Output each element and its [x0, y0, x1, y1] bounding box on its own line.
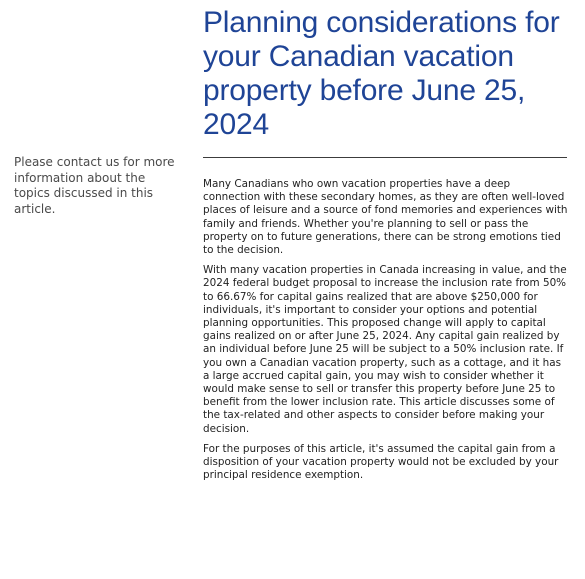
article-paragraph: Many Canadians who own vacation properties have a deep connection with these secondary homes, as they are often well-loved places of leisure and a source of fond memories and experiences with family and friends. Whether you're planning to sell or pass the property on to future generations, there can be strong emotions tied to the decision.: [203, 178, 568, 257]
article-paragraph: With many vacation properties in Canada increasing in value, and the 2024 federal budget proposal to increase the inclusion rate from 50% to 66.67% for capital gains realized that are above $250,000 for individuals, it's important to consider your options and potential planning opportunities. This proposed change will apply to capital gains realized on or after June 25, 2024. Any capital gain realized by an individual before June 25 will be subject to a 50% inclusion rate. If you own a Canadian vacation property, such as a cottage, and it has a large accrued capital gain, you may wish to consider whether it would make sense to sell or transfer this property before June 25 to benefit from the lower inclusion rate. This article discusses some of the tax-related and other aspects to consider before making your decision.: [203, 264, 567, 435]
article-title: Planning considerations for your Canadian vacation property before June 25, 2024: [203, 6, 560, 141]
article-body: [203, 178, 569, 489]
sidebar-contact-note: Please contact us for more information about the topics discussed in this article.: [14, 155, 175, 216]
article-paragraph: For the purposes of this article, it's assumed the capital gain from a disposition of your vacation property would not be excluded by your principal residence exemption.: [203, 442, 559, 482]
title-divider: [203, 157, 567, 158]
